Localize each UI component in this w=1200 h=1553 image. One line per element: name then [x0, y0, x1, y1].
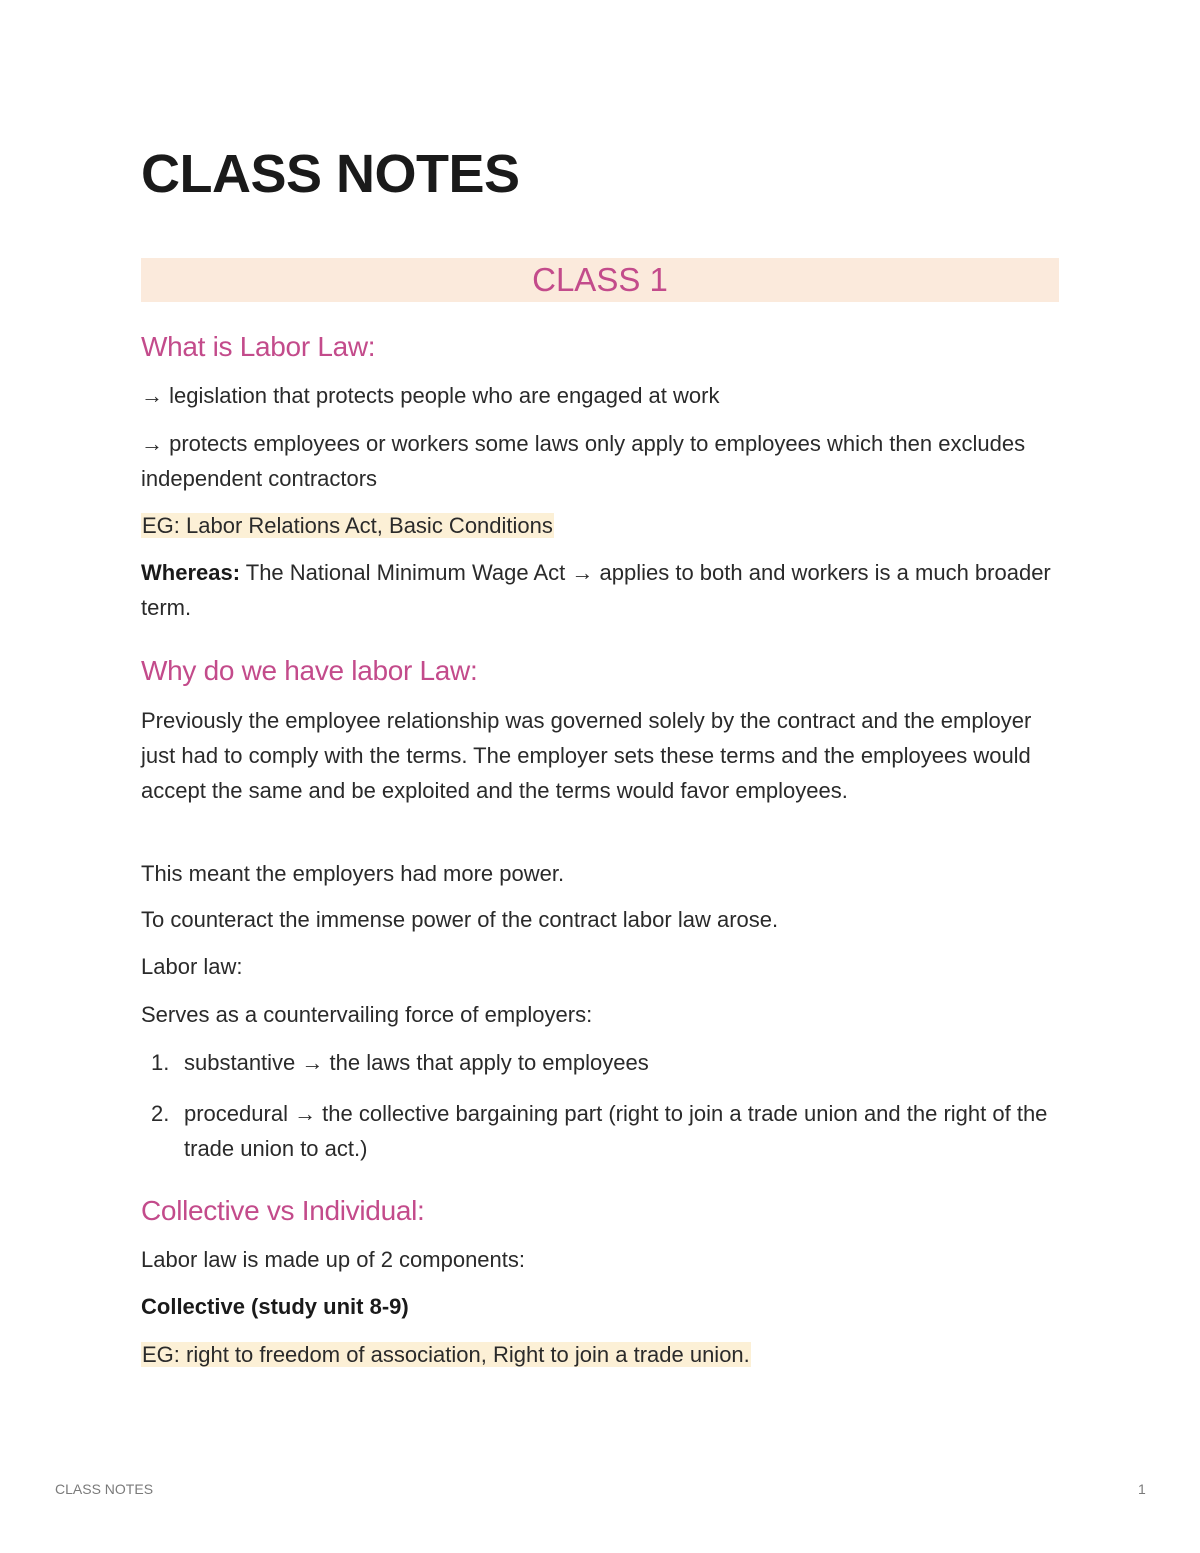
whereas-label: Whereas: [141, 560, 241, 585]
footer-title: CLASS NOTES [55, 1481, 154, 1497]
paragraph-previously: Previously the employee relationship was governed solely by the contract and the employer just had to comply with the terms. The employer sets these terms and the employees would accept the same and be exploited and the terms would favor employees. [141, 708, 1032, 803]
paragraph-protects-employees: → protects employees or workers some laws only apply to employees which then excludes independent contractors [141, 431, 1026, 491]
paragraph-legislation: → legislation that protects people who are engaged at work [141, 383, 720, 408]
list-item-number: 1. [151, 1050, 170, 1075]
paragraph-counteract: To counteract the immense power of the contract labor law arose. [141, 907, 779, 932]
page-number: 1 [1138, 1481, 1146, 1497]
example-line-2 [141, 1337, 1071, 1372]
highlighted-example: EG: Labor Relations Act, Basic Conditions [142, 513, 553, 538]
paragraph-whereas [141, 555, 1071, 625]
class-banner [141, 258, 1059, 302]
section-heading-collective-vs-individual: Collective vs Individual: [141, 1195, 425, 1226]
paragraph-countervailing: Serves as a countervailing force of employers: [141, 1002, 593, 1027]
list-item-number: 2. [151, 1101, 170, 1126]
class-banner-label: CLASS 1 [532, 261, 668, 298]
list-item: substantive → the laws that apply to employees [184, 1050, 649, 1075]
section-heading-what-is-labor-law: What is Labor Law: [141, 331, 376, 362]
paragraph-labor-law-label: Labor law: [141, 954, 243, 979]
highlighted-example: EG: right to freedom of association, Right to join a trade union. [142, 1342, 750, 1367]
whereas-text: The National Minimum Wage Act → applies to both and workers is a much broader term. [141, 560, 1051, 620]
section-heading-why-labor-law: Why do we have labor Law: [141, 655, 478, 686]
page-title: CLASS NOTES [141, 144, 520, 204]
paragraph-more-power: This meant the employers had more power. [141, 861, 565, 886]
list-item: procedural → the collective bargaining part (right to join a trade union and the right of the trade union to act.) [184, 1101, 1048, 1161]
subheading-collective: Collective (study unit 8-9) [141, 1294, 409, 1319]
paragraph-components: Labor law is made up of 2 components: [141, 1247, 526, 1272]
example-line-1 [141, 508, 1071, 543]
